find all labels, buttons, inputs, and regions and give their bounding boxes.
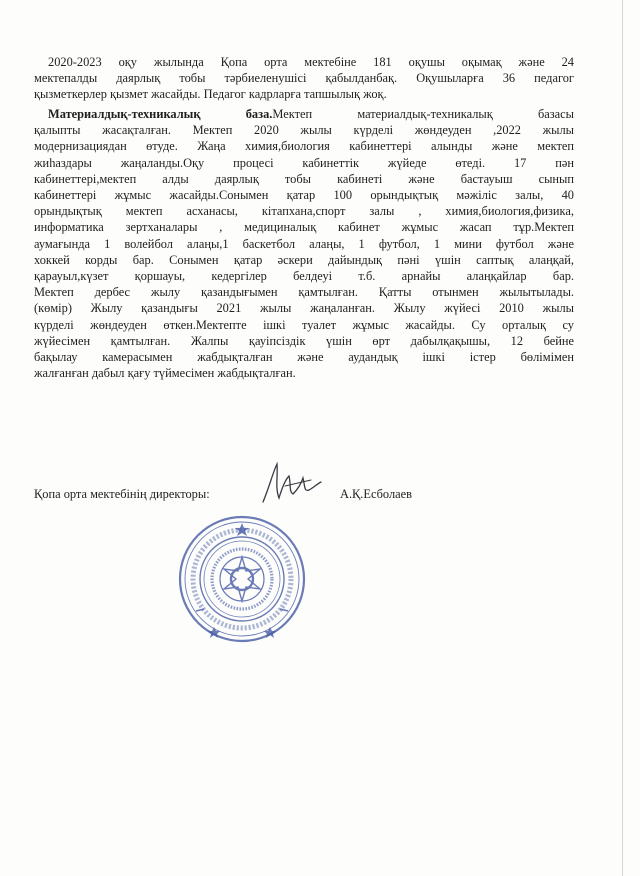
director-name: А.Қ.Есболаев xyxy=(340,487,412,501)
paragraph-line: жиһаздары жаңаланды.Оқу процесі кабинеттік жүйеде өтеді. 17 пән xyxy=(34,155,574,170)
paragraph-line: қызметкерлер қызмет жасайды. Педагог кадрларға тапшылық жоқ. xyxy=(34,87,387,102)
paragraph-line: (көмір) Жылу қазандығы 2021 жылы жаңаланған. Жылу жүйесі 2010 жылы xyxy=(34,301,574,316)
paragraph-enrollment xyxy=(34,54,574,103)
heading-line-rest: Мектеп материалдық-техникалық базасы xyxy=(272,107,574,121)
director-title: Қопа орта мектебінің директоры: xyxy=(34,487,210,501)
official-seal xyxy=(176,513,308,645)
paragraph-line: күрделі жөндеуден өткен.Мектепте ішкі туалет жұмыс жасайды. Су орталық су xyxy=(34,317,574,332)
paragraph-line: модернизациядан өтуде. Жаңа химия,биология кабинеттері алынды және мектеп xyxy=(34,139,574,154)
paragraph-line: бақылау камерасымен жабдықталған және аудандық ішкі істер бөлімімен xyxy=(34,350,574,365)
paragraph-first-line xyxy=(34,106,574,122)
paragraph-line: жүйесімен қамтылған. Жалпы қауіпсіздік үшін өрт дабылқақышы, 12 бейне xyxy=(34,333,574,348)
paragraph-line: мектепалды даярлық тобы тәрбиеленушісі қабылданбақ. Оқушыларға 36 педагог xyxy=(34,71,574,86)
paragraph-line: аумағында 1 волейбол алаңы,1 баскетбол алаңы, 1 футбол, 1 мини футбол және xyxy=(34,236,574,251)
paragraph-line: қарауыл,күзет қоршауы, кедергілер белдеуі т.б. арнайы алаңқайлар бар. xyxy=(34,269,574,284)
paragraph-line: хоккей корды бар. Сонымен қатар әскери дайындық пәні үшін саптық алаңқай, xyxy=(34,252,574,267)
paragraph-line: кабинеттері,мектеп алды даярлық тобы кабинеті және бастауыш сынып xyxy=(34,171,574,186)
page-edge-line xyxy=(622,0,623,876)
paragraph-line: жалғанған дабыл қағу түймесімен жабдықталған. xyxy=(34,366,296,381)
paragraph-line: кабинеттері жұмыс жасайды.Сонымен қатар 100 орындықтық мәжіліс залы, 40 xyxy=(34,188,574,203)
paragraph-line: 2020-2023 оқу жылында Қопа орта мектебіне 181 оқушы оқымақ және 24 xyxy=(48,55,574,69)
paragraph-line: орындықтық мектеп асханасы, кітапхана,спорт залы , химия,биология,физика, xyxy=(34,204,574,219)
paragraph-line: қалыпты жасақталған. Мектеп 2020 жылы күрделі жөндеуден ,2022 жылы xyxy=(34,123,574,138)
paragraph-line: Мектеп дербес жылу қазандығымен қамтылған. Қатты отынмен жылытылады. xyxy=(34,285,574,300)
paragraph-material-base xyxy=(34,106,574,381)
handwritten-signature xyxy=(255,458,325,508)
paragraph-line: информатика зертханалары , медициналық кабинет жұмыс жасап тұр.Мектеп xyxy=(34,220,574,235)
section-heading: Материалдық-техникалық база. xyxy=(48,107,273,121)
